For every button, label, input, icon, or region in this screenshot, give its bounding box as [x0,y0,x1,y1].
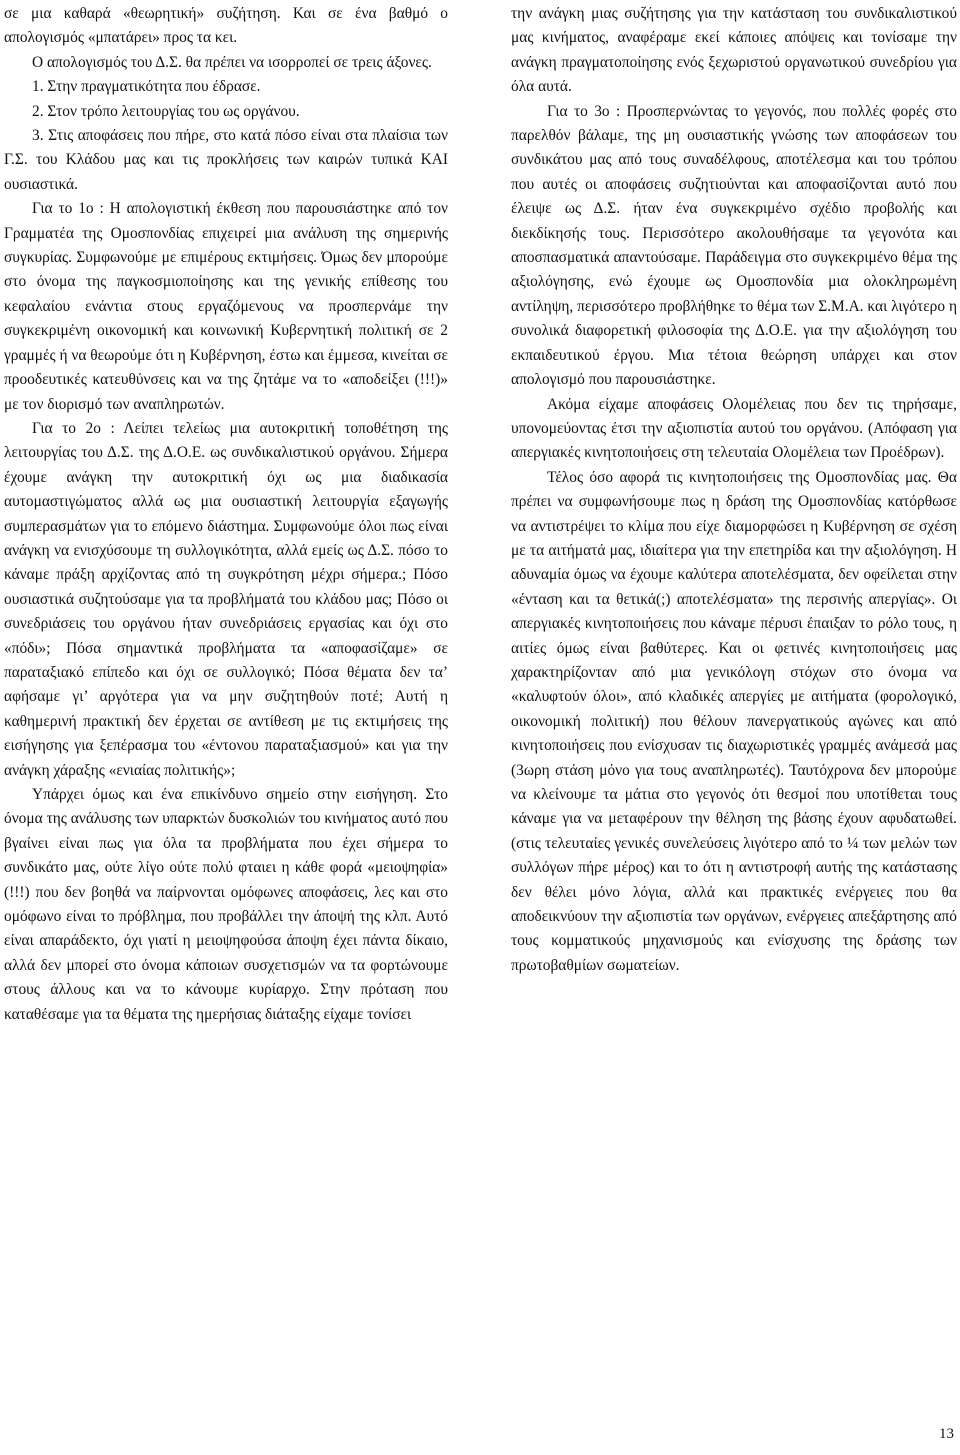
paragraph: Ακόμα είχαμε αποφάσεις Ολομέλειας που δεν τις τηρήσαμε, υπονομεύοντας έτσι την αξιοπιστία αυτού του οργάνου. (Απόφαση για απεργιακές κινητοποιήσεις στη τελευταία Ολομέλεια των Προέδρων). [511,395,957,462]
paragraph: σε μια καθαρά «θεωρητική» συζήτηση. Και σε ένα βαθμό ο απολογισμός «μπατάρει» προς τα κει. [4,5,448,47]
paragraph: 3. Στις αποφάσεις που πήρε, στο κατά πόσο είναι στα πλαίσια των Γ.Σ. του Κλάδου μας και τις προκλήσεις των καιρών τυπικά ΚΑΙ ουσιαστικά. [4,127,448,193]
paragraph: Τέλος όσο αφορά τις κινητοποιήσεις της Ομοσπονδίας μας. Θα πρέπει να συμφωνήσουμε πως η δράση της Ομοσπονδίας κατόρθωσε να αντιστρέψει το κλίμα που είχε διαμορφώσει η Κυβέρνηση σε σχέση με τα αιτήματά μας, ιδιαίτερα για την επετηρίδα και την αξιολόγηση. Η αδυναμία όμως να έχουμε καλύτερα αποτελέσματα, δεν οφείλεται στην «ένταση και τα θετικά(;) αποτελέσματα» της περσινής απεργίας». Οι απεργιακές κινητοποιήσεις που κάναμε πέρυσι έπαιξαν το ρόλο τους, η αιτίες όμως είναι βαθύτερες. Και οι φετινές κινητοποιήσεις μας χαρακτηρίζονταν από μια γενικόλογη στόχων στο όνομα να «καλυφτούν όλοι», από κλαδικές απεργίες με αιτήματα (φορολογικό, οικονομική πολιτική) που θέλουν πανεργατικούς αγώνες και από κινητοποιήσεις που ενίσχυσαν τις διαχωριστικές γραμμές ανάμεσά μας (3ωρη στάση μόνο για τους αναπληρωτές). Ταυτόχρονα δεν μπορούμε να κλείνουμε τα μάτια στο γεγονός ότι θεσμοί που υποτίθεται τους κάναμε για να μεταφέρουν την θέληση της βάσης έχουν αφυδατωθεί. (στις τελευταίες γενικές συνελεύσεις λιγότερο από το ¼ των μελών των συλλόγων πήρε μέρος) και το ότι η αντιστροφή αυτής της κατάστασης δεν θέλει μόνο λόγια, αλλά και πρακτικές ενέργειες που θα αποδεικνύουν την αξιοπιστία των οργάνων, ενέργειες απεξάρτησης από τους κομματικούς μηχανισμούς και ενίσχυσης της δράσης των πρωτοβαθμίων σωματείων. [511,468,957,974]
left-column [4,2,448,1027]
paragraph: την ανάγκη μιας συζήτησης για την κατάσταση του συνδικαλιστικού μας κινήματος, αναφέραμε εκεί κάποιες απόψεις και τονίσαμε την ανάγκη πραγματοποίησης ενός ξεχωριστού οργανωτικού συνεδρίου για όλα αυτά. [511,5,957,96]
paragraph: Για το 3ο : Προσπερνώντας το γεγονός, που πολλές φορές στο παρελθόν βάλαμε, της μη ουσιαστικής γνώσης των αποφάσεων του συνδικάτου μας από τους συναδέλφους, αποτέλεσμα και του τρόπου που αυτές οι αποφάσεις συζητιούνται και αποφασίζονται αυτό που έλειψε ως Δ.Σ. ήταν ένα συγκεκριμένο σχέδιο προβολής και διεκδίκησής τους. Περισσότερο ακολουθήσαμε τα γεγονότα και αποσπασματικά απαντούσαμε. Παράδειγμα στο συγκεκριμένο θέμα της αξιολόγησης, ενώ έχουμε ως Ομοσπονδία μια ολοκληρωμένη αντίληψη, περισσότερο προβλήθηκε το θέμα των Σ.Μ.Α. και λιγότερο η συνολικά διαφορετική φιλοσοφία της Δ.Ο.Ε. για την αξιολόγηση του εκπαιδευτικού έργου. Μια τέτοια θεώρηση υπάρχει και στον απολογισμό που παρουσιάστηκε. [511,102,957,389]
paragraph: 1. Στην πραγματικότητα που έδρασε. [32,78,261,96]
page-number: 13 [939,1426,954,1442]
paragraph: Για το 2ο : Λείπει τελείως μια αυτοκριτική τοποθέτηση της λειτουργίας του Δ.Σ. της Δ.Ο.Ε. ως συνδικαλιστικού οργάνου. Σήμερα έχουμε ανάγκη την αυτοκριτική όχι ως μια διαδικασία αυτομαστιγώματος αλλά ως μια ουσιαστική λειτουργία εξαγωγής συμπερασμάτων για το επόμενο διάστημα. Συμφωνούμε όλοι πως είναι ανάγκη να ενισχύσουμε τη συλλογικότητα, αλλά εμείς ως Δ.Σ. πόσο το κάναμε πράξη αρχίζοντας από τη συγκρότηση μέχρι σήμερα.; Πόσο ουσιαστικά συζητούσαμε για τα προβλήματά του κλάδου μας; Πόσο οι συνεδριάσεις του οργάνου ήταν συνεδριάσεις εργασίας και όχι στο «πόδι»; Πόσα σημαντικά προβλήματα τα «αποφασίζαμε» σε παραταξιακό επίπεδο και όχι σε συλλογικό; Πόσα θέματα δεν τα’ αφήσαμε γι’ αργότερα για να μην συζητηθούν ποτέ; Αυτή η καθημερινή πρακτική δεν έρχεται σε αντίθεση με τις εκτιμήσεις της εισήγησης για ξεπέρασμα του «έντονου παραταξιασμού» και για την ανάγκη χάραξης «ενιαίας πολιτικής»; [4,419,448,779]
paragraph: Υπάρχει όμως και ένα επικίνδυνο σημείο στην εισήγηση. Στο όνομα της ανάλυσης των υπαρκτών δυσκολιών του κινήματος αυτό που βγαίνει είναι πως για όλα τα προβλήματα που έχει σήμερα το συνδικάτο μας, ούτε λίγο ούτε πολύ φταιει η κάθε φορά «μειοψηφία» (!!!) που δεν βοηθά να παίρνονται ομόφωνες αποφάσεις, λες και στο ομόφωνο είναι το πρόβλημα, που προβάλλει την άποψή της κλπ. Αυτό είναι απαράδεκτο, όχι γιατί η μειοψηφούσα άποψη έχει πάντα δίκαιο, αλλά δεν μπορεί στο όνομα κάποιων συσχετισμών να τα φορτώνουμε στους άλλους και να το κάνουμε κυρίαρχο. Στην πρόταση που καταθέσαμε για τα θέματα της ημερήσιας διάταξης είχαμε τονίσει [4,786,448,1023]
paragraph: 2. Στον τρόπο λειτουργίας του ως οργάνου. [32,102,300,120]
right-column [511,2,957,978]
paragraph: Για το 1ο : Η απολογιστική έκθεση που παρουσιάστηκε από τον Γραμματέα της Ομοσπονδίας επιχειρεί μια ανάλυση της σημερινής συγκυρίας. Συμφωνούμε με επιμέρους εκτιμήσεις. Όμως δεν μπορούμε στο όνομα της παγκοσμιοποίησης και της γενικής επίθεσης του κεφαλαίου ενάντια στους εργαζόμενους να προσπερνάμε την συγκεκριμένη οικονομική και κοινωνική Κυβερνητική πολιτική σε 2 γραμμές ή να θεωρούμε ότι η Κυβέρνηση, έστω και έμμεσα, κινείται σε προοδευτικές κατευθύνσεις και να της ζητάμε να το «αποδείξει (!!!)» με τον διορισμό των αναπληρωτών. [4,200,448,413]
paragraph: Ο απολογισμός του Δ.Σ. θα πρέπει να ισορροπεί σε τρεις άξονες. [32,53,432,71]
